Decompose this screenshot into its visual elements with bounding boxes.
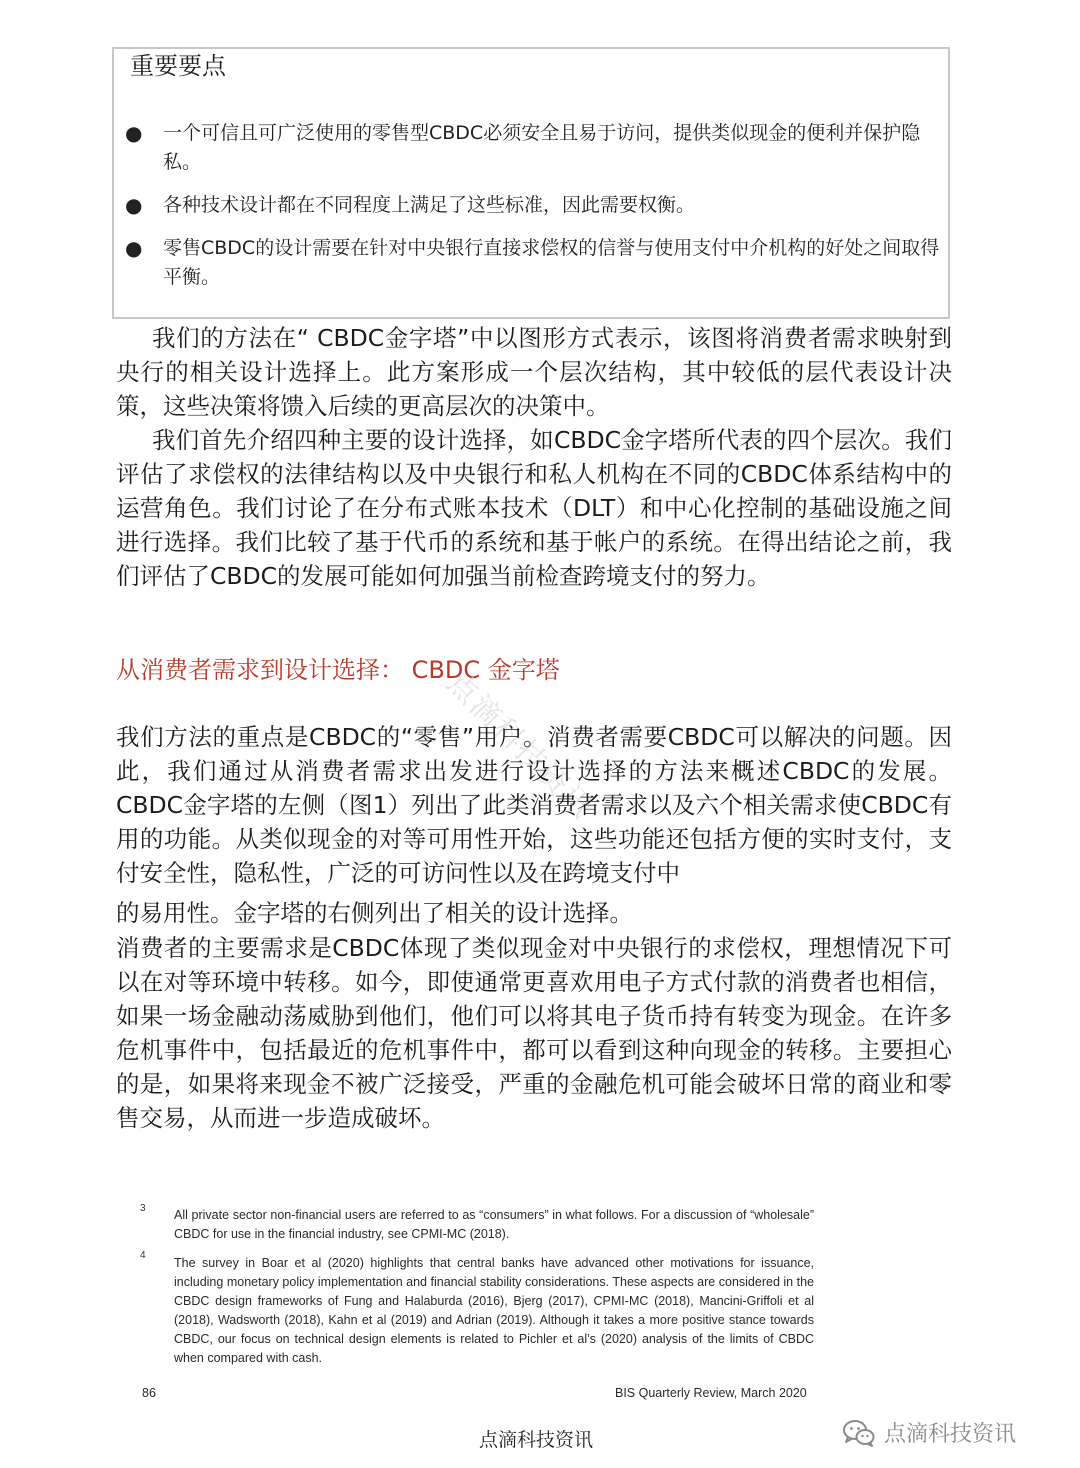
wechat-icon — [842, 1418, 876, 1448]
watermark-text: 点滴科技资讯 — [439, 665, 601, 827]
running-footer: BIS Quarterly Review, March 2020 — [615, 1386, 807, 1400]
key-takeaways-title: 重要要点 — [130, 52, 226, 80]
wechat-account-name: 点滴科技资讯 — [884, 1422, 1017, 1447]
key-takeaway-item — [114, 119, 948, 177]
page-number: 86 — [142, 1386, 156, 1400]
bullet-icon: ● — [125, 193, 143, 217]
footnote-number: 3 — [140, 1203, 146, 1214]
section-heading: 从消费者需求到设计选择： CBDC 金字塔 — [116, 656, 560, 684]
footnote-text: The survey in Boar et al (2020) highlights that central banks have advanced other motivations for issuance, including monetary policy implementation and financial stability considerations. These aspects are considered in the CBDC design frameworks of Fung and Halaburda (2016), Bjerg (2017), CPMI-MC (2018), Mancini-Griffoli et al (2018), Wadsworth (2018), Kahn et al (2019) and Adrian (2019). Although it takes a more positive stance towards CBDC, our focus on technical design elements is related to Pichler et al’s (2020) analysis of the limits of CBDC when compared with cash. — [174, 1256, 814, 1365]
body-paragraph: 我们首先介绍四种主要的设计选择，如CBDC金字塔所代表的四个层次。我们评估了求偿权的法律结构以及中央银行和私人机构在不同的CBDC体系结构中的运营角色。我们讨论了在分布式账本技术（DLT）和中心化控制的基础设施之间进行选择。我们比较了基于代币的系统和基于帐户的系统。在得出结论之前，我们评估了CBDC的发展可能如何加强当前检查跨境支付的努力。 — [116, 426, 952, 590]
bullet-icon: ● — [125, 121, 143, 145]
body-paragraph: 的易用性。金字塔的右侧列出了相关的设计选择。 — [116, 899, 633, 927]
key-takeaways-box — [112, 47, 950, 319]
key-takeaway-text: 各种技术设计都在不同程度上满足了这些标准，因此需要权衡。 — [163, 194, 696, 216]
key-takeaway-item — [114, 234, 948, 292]
bullet-icon: ● — [125, 236, 143, 260]
key-takeaway-text: 一个可信且可广泛使用的零售型CBDC必须安全且易于访问，提供类似现金的便利并保护隐私。 — [163, 122, 921, 173]
body-paragraph: 我们方法的重点是CBDC的“零售”用户。消费者需要CBDC可以解决的问题。因此，我们通过从消费者需求出发进行设计选择的方法来概述CBDC的发展。CBDC金字塔的左侧（图1）列出了此类消费者需求以及六个相关需求使CBDC有用的功能。从类似现金的对等可用性开始，这些功能还包括方便的实时支付，支付安全性，隐私性，广泛的可访问性以及在跨境支付中 — [116, 723, 952, 887]
footnote-number: 4 — [140, 1250, 146, 1261]
brand-caption: 点滴科技资讯 — [479, 1429, 594, 1451]
key-takeaway-item — [114, 191, 948, 220]
key-takeaways-list — [114, 119, 948, 292]
body-paragraph: 消费者的主要需求是CBDC体现了类似现金对中央银行的求偿权，理想情况下可以在对等环境中转移。如今，即使通常更喜欢用电子方式付款的消费者也相信，如果一场金融动荡威胁到他们，他们可以将其电子货币持有转变为现金。在许多危机事件中，包括最近的危机事件中，都可以看到这种向现金的转移。主要担心的是，如果将来现金不被广泛接受，严重的金融危机可能会破坏日常的商业和零售交易，从而进一步造成破坏。 — [116, 934, 952, 1132]
body-paragraph: 我们的方法在“ CBDC金字塔”中以图形方式表示，该图将消费者需求映射到央行的相关设计选择上。此方案形成一个层次结构，其中较低的层代表设计决策，这些决策将馈入后续的更高层次的决策中。 — [116, 324, 952, 420]
wechat-account-tag — [842, 1417, 1016, 1448]
footnote-text: All private sector non-financial users are referred to as “consumers” in what follows. For a discussion of “wholesale” CBDC for use in the financial industry, see CPMI-MC (2018). — [174, 1208, 814, 1241]
key-takeaway-text: 零售CBDC的设计需要在针对中央银行直接求偿权的信誉与使用支付中介机构的好处之间取得平衡。 — [163, 237, 940, 288]
